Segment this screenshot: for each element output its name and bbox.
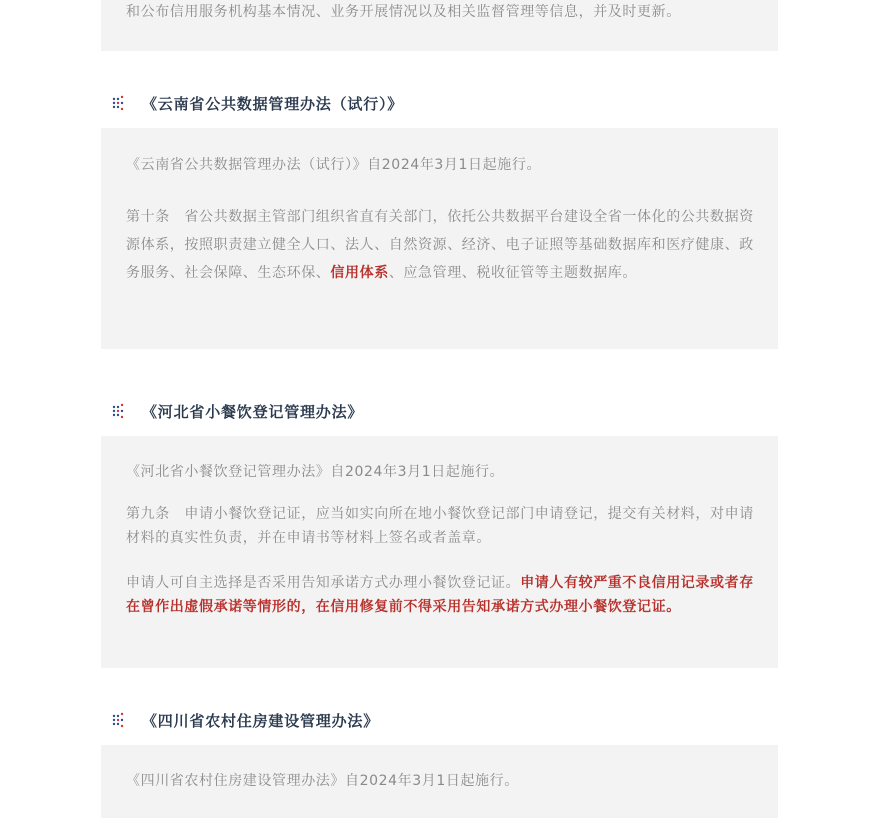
section-heading-sichuan bbox=[112, 708, 379, 732]
dotted-marker-icon bbox=[112, 95, 128, 111]
content-box-hebei bbox=[101, 436, 778, 668]
dotted-marker-icon bbox=[112, 403, 128, 419]
notice-paragraph bbox=[126, 571, 754, 619]
section-title: 《云南省公共数据管理办法（试行）》 bbox=[142, 94, 404, 113]
top-box-text: 和公布信用服务机构基本情况、业务开展情况以及相关监督管理等信息，并及时更新。 bbox=[126, 4, 681, 20]
section-title: 《四川省农村住房建设管理办法》 bbox=[142, 711, 380, 730]
top-content-box bbox=[101, 0, 778, 51]
section-heading-yunnan bbox=[112, 91, 403, 115]
section-heading-hebei bbox=[112, 399, 363, 423]
article-text: 第九条 申请小餐饮登记证，应当如实向所在地小餐饮登记部门申请登记，提交有关材料，对申请材料的真实性负责，并在申请书等材料上签名或者盖章。 bbox=[126, 506, 754, 546]
dotted-marker-icon bbox=[112, 712, 128, 728]
effective-date-text: 《四川省农村住房建设管理办法》自2024年3月1日起施行。 bbox=[126, 773, 519, 789]
content-box-sichuan bbox=[101, 745, 778, 818]
effective-date-text: 《河北省小餐饮登记管理办法》自2024年3月1日起施行。 bbox=[126, 464, 505, 480]
article-text-part: 、应急管理、税收征管等主题数据库。 bbox=[388, 265, 638, 281]
section-title: 《河北省小餐饮登记管理办法》 bbox=[142, 402, 364, 421]
highlight-credit-restriction: 申请人有较严重不良信用记录或者存在曾作出虚假承诺等情形的，在信用修复前不得采用告知承诺方式办理小餐饮登记证。 bbox=[126, 575, 754, 615]
content-box-yunnan bbox=[101, 128, 778, 349]
effective-date-text: 《云南省公共数据管理办法（试行）》自2024年3月1日起施行。 bbox=[126, 157, 542, 173]
article-text-part: 第十条 省公共数据主管部门组织省直有关部门，依托公共数据平台建设全省一体化的公共数据资源体系，按照职责建立健全人口、法人、自然资源、经济、电子证照等基础数据库和医疗健康、政务服务、社会保障、生态环保、 bbox=[126, 209, 754, 281]
article-text bbox=[126, 203, 754, 287]
highlight-credit-system: 信用体系 bbox=[330, 265, 389, 281]
notice-text-part: 申请人可自主选择是否采用告知承诺方式办理小餐饮登记证。 bbox=[126, 575, 521, 591]
